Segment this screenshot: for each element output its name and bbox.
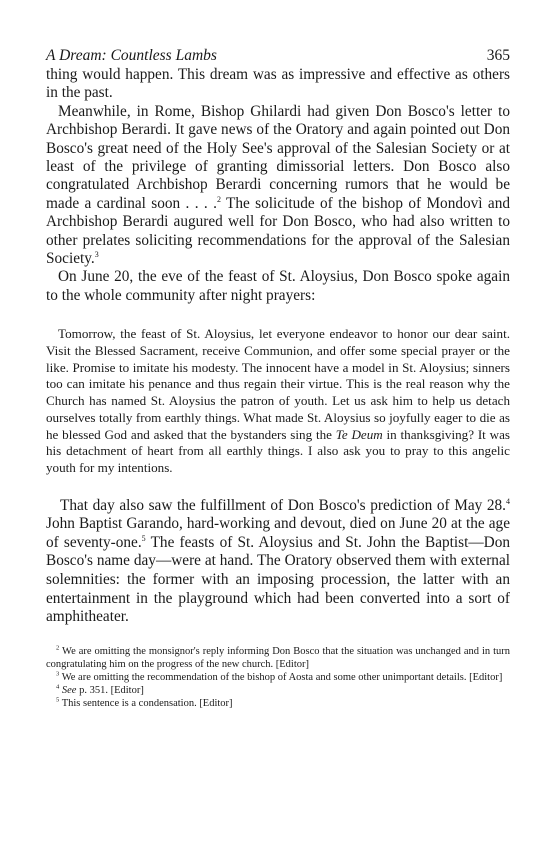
footnote-2 bbox=[46, 645, 510, 671]
book-page bbox=[46, 46, 510, 710]
quote-paragraph bbox=[46, 326, 510, 476]
block-quote bbox=[46, 326, 510, 476]
main-text bbox=[46, 66, 510, 305]
paragraph-4-text-c: The feasts of St. Aloysius and St. John the Baptist—Don Bosco's name day—were at hand. The Oratory observed them with external solemnities: the former with an imposing procession, the latter with an entertainment in the playground which had been converted into a sort of amphitheater. bbox=[46, 533, 510, 626]
paragraph-1: thing would happen. This dream was as impressive and effective as others in the past. bbox=[46, 66, 510, 102]
paragraph-3: On June 20, the eve of the feast of St. Aloysius, Don Bosco spoke again to the whole community after night prayers: bbox=[46, 268, 510, 304]
footnote-mark: 4 bbox=[56, 683, 60, 691]
continued-text bbox=[46, 497, 510, 627]
page-number: 365 bbox=[486, 47, 510, 64]
paragraph-2-text-b: The solicitude of the bishop of Mondovì and Archbishop Berardi augured well for Don Bosco, who had also written to other prelates soliciting recommendations for the approval of the Salesian Society. bbox=[46, 194, 510, 268]
footnote-5 bbox=[46, 697, 510, 710]
footnote-mark: 2 bbox=[56, 644, 60, 652]
footnote-ref-5: 5 bbox=[141, 533, 146, 543]
footnote-text: We are omitting the monsignor's reply informing Don Bosco that the situation was unchanged and in turn congratulating him on the progress of the new church. [Editor] bbox=[46, 645, 510, 670]
quote-text-b: in thanksgiving? It was his detachment of heart from all earthly things. I also ask you to pray to this angelic youth for my intentions. bbox=[46, 426, 510, 475]
paragraph-4-text-b: John Baptist Garando, hard-working and devout, died on June 20 at the age of seventy-one. bbox=[46, 515, 510, 551]
footnote-text: We are omitting the recommendation of the bishop of Aosta and some other unimportant details. [Editor] bbox=[61, 671, 503, 683]
paragraph-4-text-a: That day also saw the fulfillment of Don Bosco's prediction of May 28. bbox=[60, 496, 506, 514]
footnote-ref-3: 3 bbox=[94, 249, 99, 259]
paragraph-2-text-a: Meanwhile, in Rome, Bishop Ghilardi had given Don Bosco's letter to Archbishop Berardi. It gave news of the Oratory and again pointed out Don Bosco's great need of the Holy See's approval of the Salesian Society or at least of the privilege of granting dimissorial letters. Don Bosco also congratulated Archbishop Berardi concerning rumors that he would be made a cardinal soon . . . . bbox=[46, 102, 510, 212]
running-head bbox=[46, 46, 510, 66]
paragraph-2 bbox=[46, 103, 510, 269]
footnote-3 bbox=[46, 671, 510, 684]
footnote-4 bbox=[46, 684, 510, 697]
footnotes bbox=[46, 645, 510, 710]
chapter-title: A Dream: Countless Lambs bbox=[46, 47, 217, 64]
footnote-mark: 3 bbox=[56, 670, 60, 678]
footnote-italic-see: See bbox=[61, 684, 77, 696]
quote-text-a: Tomorrow, the feast of St. Aloysius, let everyone endeavor to honor our dear saint. Visit the Blessed Sacrament, receive Communion, and offer some special prayer or the like. Promise to imitate his modesty. The innocent have a model in St. Aloysius; sinners too can imitate his penance and thus regain their virtue. This is the real reason why the Church has named St. Aloysius the patron of youth. Let us ask him to help us detach ourselves totally from earthly things. What made St. Aloysius so joyfully eager to die as he blessed God and asked that the bystanders sing the bbox=[46, 326, 510, 442]
footnote-text: p. 351. [Editor] bbox=[76, 684, 144, 696]
footnote-mark: 5 bbox=[56, 696, 60, 704]
paragraph-4 bbox=[46, 497, 510, 627]
footnote-ref-2: 2 bbox=[216, 194, 221, 204]
footnote-text: This sentence is a condensation. [Editor] bbox=[61, 697, 233, 709]
quote-italic-te-deum: Te Deum bbox=[335, 426, 383, 442]
footnote-ref-4: 4 bbox=[506, 496, 510, 506]
